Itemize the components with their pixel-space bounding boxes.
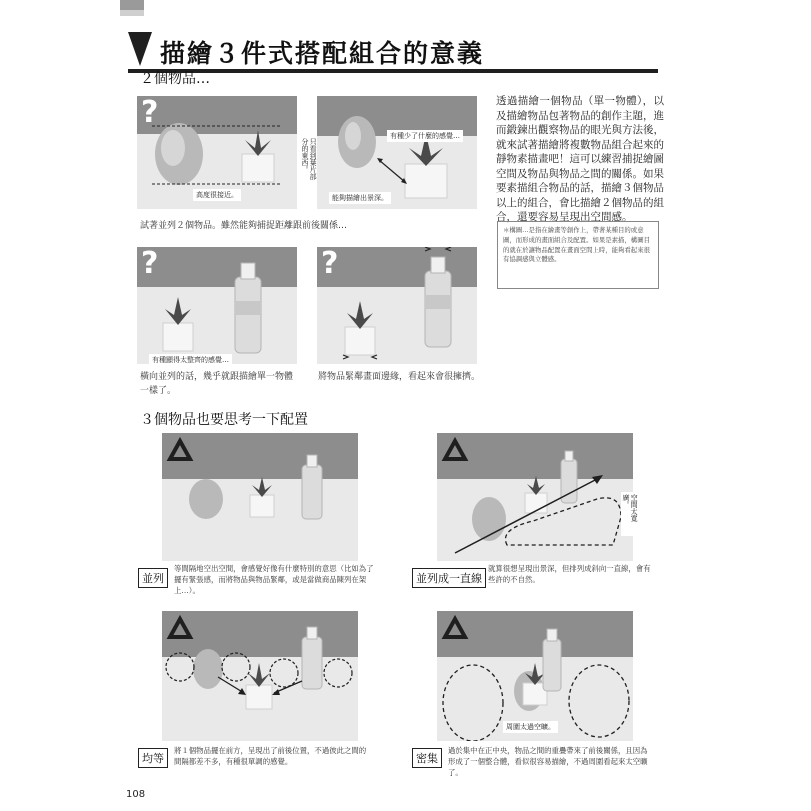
question-mark-icon: ? xyxy=(321,247,339,281)
caption-crowded: 過於集中在正中央，物品之間的重疊帶來了前後關係，且因為形成了一個整合體，看似很容易描繪，不過周圍看起來太空曠了。 xyxy=(448,746,648,777)
page-number: 108 xyxy=(126,789,146,800)
caption-photo4: 將物品緊鄰畫面邊緣，看起來會很擁擠。 xyxy=(318,372,481,382)
question-mark-icon: ? xyxy=(141,247,159,281)
photo-two-items-edge xyxy=(317,247,477,364)
photo3-tag: 有種顯得太整齊的感覺… xyxy=(149,354,232,364)
photo-two-items-same-height xyxy=(137,96,297,209)
caption-straight-line: 就算很想呈現出景深，但排列成斜向一直線，會有些許的不自然。 xyxy=(488,564,651,584)
photo-panel-straight-line xyxy=(437,433,633,561)
label-side-by-side: 並列 xyxy=(138,568,168,588)
body-text: 透過描繪一個物品（單一物體），以及描繪物品包著物品的創作主題，進而鍛鍊出觀察物品的眼光與方法後，就來試著描繪將複數物品組合起來的靜物素描畫吧！這可以練習捕捉繪圖空間及物品與物品之間的關係。如果要素描組合物品的話，描繪３個物品以上的組合，會比描繪２個物品的組合，還要容易呈現出空間感。 xyxy=(496,95,664,223)
caption-even: 將１個物品擺在前方，呈現出了前後位置，不過彼此之間的間隔都差不多，有種很單調的感覺。 xyxy=(174,746,367,766)
label-straight-line: 並列成一直線 xyxy=(412,568,486,588)
photo-panel-crowded xyxy=(437,611,633,741)
note-box: ＊構圖…是指在繪畫等創作上，帶著某種目的或意圖，而形成的畫面組合及配置。如果是素描，構圖目的就在於讓物品配置在畫面空間上時，能夠看起來很有協調感與立體感。 xyxy=(497,221,659,289)
section-heading-three-items: ３個物品也要思考一下配置 xyxy=(140,412,308,428)
panel2-vertical-tag: 空間太寬廣。 xyxy=(621,492,639,536)
label-even: 均等 xyxy=(138,748,168,768)
photo-panel-side-by-side xyxy=(162,433,358,561)
photo1-vertical-tag: 只看到葉片部分的東西。 xyxy=(300,136,318,188)
photo1-tag: 高度很接近。 xyxy=(193,189,241,201)
panel4-tag: 周圍太過空曠。 xyxy=(503,721,558,733)
photo-panel-even xyxy=(162,611,358,741)
photo-two-items-horizontal xyxy=(137,247,297,364)
section-heading-two-items: ２個物品… xyxy=(140,71,210,87)
caption-row1: 試著並列２個物品。雖然能夠捕捉距離跟前後關係… xyxy=(140,221,348,231)
photo2-bottom-tag: 能夠描繪出景深。 xyxy=(329,192,391,204)
caption-side-by-side: 等間隔地空出空間，會感覺好像有什麼特別的意思（比如為了擺有緊張感，而將物品與物品緊鄰，或是當做商品陳列在架上…）。 xyxy=(174,564,374,595)
page-title: 描繪３件式搭配組合的意義 xyxy=(160,39,485,68)
photo-two-items-depth xyxy=(317,96,477,209)
label-crowded: 密集 xyxy=(412,748,442,768)
caption-photo3: 橫向並列的話，幾乎就跟描繪單一物體一樣了。 xyxy=(140,372,294,396)
title-triangle-icon xyxy=(128,32,152,68)
question-mark-icon: ? xyxy=(141,96,159,130)
photo2-top-tag: 有種少了什麼的感覺… xyxy=(387,130,463,142)
